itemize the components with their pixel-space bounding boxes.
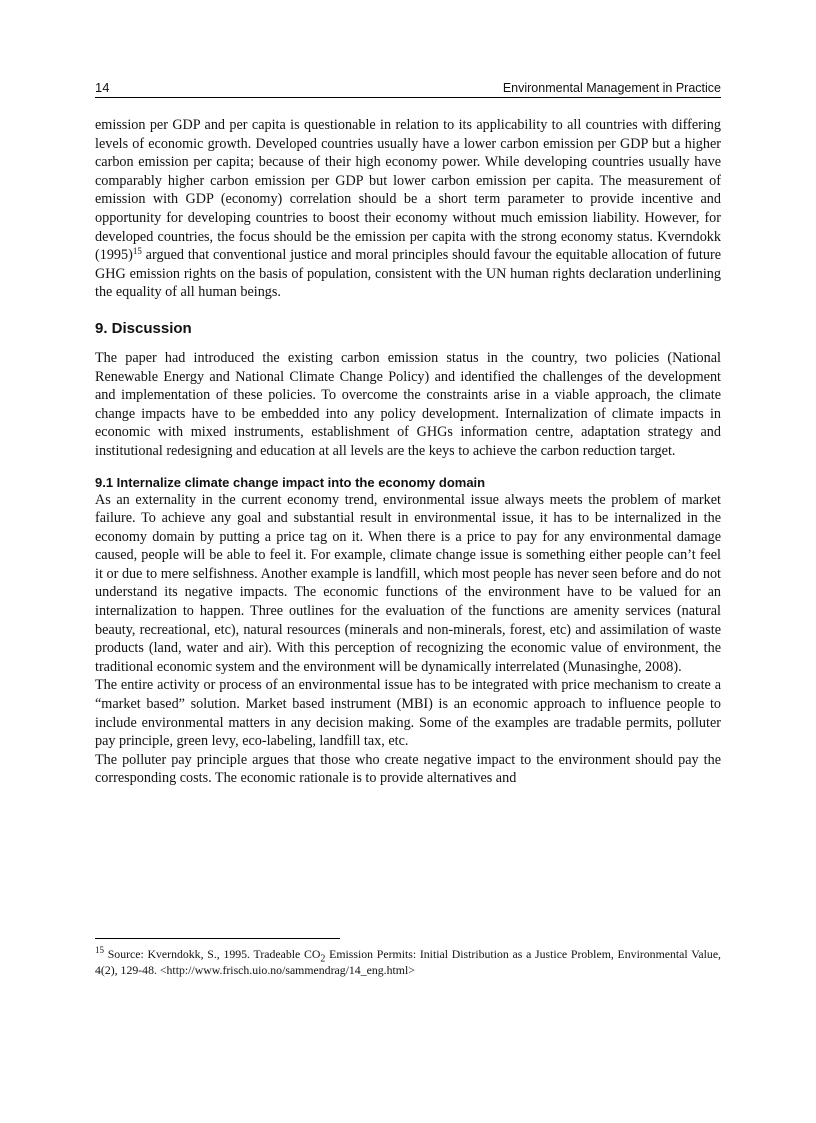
footnote-subscript: 2 [320, 953, 326, 965]
running-title: Environmental Management in Practice [502, 81, 721, 95]
footnote-text-part-2: Emission Permits: Initial Distribution as a Justice Problem, Environmental Value, 4(2), 129-48. <http://www.frisch.uio.no/sammendrag/14_eng.html> [95, 947, 722, 977]
footnote-text-part-1: Source: Kverndokk, S., 1995. Tradeable CO [104, 947, 321, 961]
intro-paragraph [95, 116, 721, 302]
subsection-paragraph-3: The polluter pay principle argues that those who create negative impact to the environment should pay the corresponding costs. The economic rationale is to provide alternatives and [95, 751, 721, 787]
section-heading: 9. Discussion [95, 319, 192, 337]
footnote-reference: 15 [132, 246, 142, 257]
page-number: 14 [95, 80, 110, 95]
footnote-separator [95, 938, 340, 939]
discussion-paragraph: The paper had introduced the existing carbon emission status in the country, two policies (National Renewable Energy and National Climate Change Policy) and identified the challenges of the development and implementation of these policies. To overcome the constraints arise in a viable approach, the climate change impacts have to be embedded into any policy development. Internalization of climate impacts in economic with mixed instruments, establishment of GHGs information centre, adaptation strategy and institutional redesigning and education at all levels are the keys to achieve the carbon reduction target. [95, 349, 721, 459]
body-text [95, 116, 721, 788]
intro-text-part-2: argued that conventional justice and moral principles should favour the equitable allocation of future GHG emission rights on the basis of population, consistent with the UN human rights declaration underlining the equality of all human beings. [95, 247, 721, 301]
subsection-heading: 9.1 Internalize climate change impact into the economy domain [95, 474, 486, 490]
running-header [95, 78, 721, 98]
subsection-paragraph-2: The entire activity or process of an environmental issue has to be integrated with price mechanism to create a “market based” solution. Market based instrument (MBI) is an economic approach to influence people to include environmental matters in any decision making. Some of the examples are tradable permits, polluter pay principle, green levy, eco-labeling, landfill tax, etc. [95, 677, 721, 750]
document-page [95, 78, 721, 788]
subsection-paragraph-1: As an externality in the current economy trend, environmental issue always meets the problem of market failure. To achieve any goal and substantial result in environmental issue, it has to be internalized in the economy domain by putting a price tag on it. When there is a price to pay for any environmental damage caused, people will be able to feel it. For example, climate change issue is something either people can’t feel it or due to mere selfishness. Another example is landfill, which most people has never seen before and do not understand its negative impacts. The economic functions of the environment have to be valued for an internalization to happen. Three outlines for the evaluation of the functions are amenity services (natural beauty, recreational, etc), natural resources (minerals and non-minerals, forest, etc) and assimilation of waste products (land, water and air). With this perception of recognizing the economic value of environment, the traditional economic system and the environment will be dynamically interrelated (Munasinghe, 2008). [95, 491, 721, 675]
footnote-marker: 15 [95, 945, 104, 955]
footnote [95, 946, 721, 978]
intro-text-part-1: emission per GDP and per capita is questionable in relation to its applicability to all countries with differing levels of economic growth. Developed countries usually have a lower carbon emission per GDP but a higher carbon emission per capita; because of their high economy power. While developing countries usually have comparably higher carbon emission per GDP but lower carbon emission per capita. The measurement of emission with GDP (economy) correlation should be a short term parameter to provide incentive and opportunity for developing countries to boost their economy without much emission liability. However, for developed countries, the focus should be the emission per capita with the strong economy status. Kverndokk (1995) [95, 117, 721, 264]
